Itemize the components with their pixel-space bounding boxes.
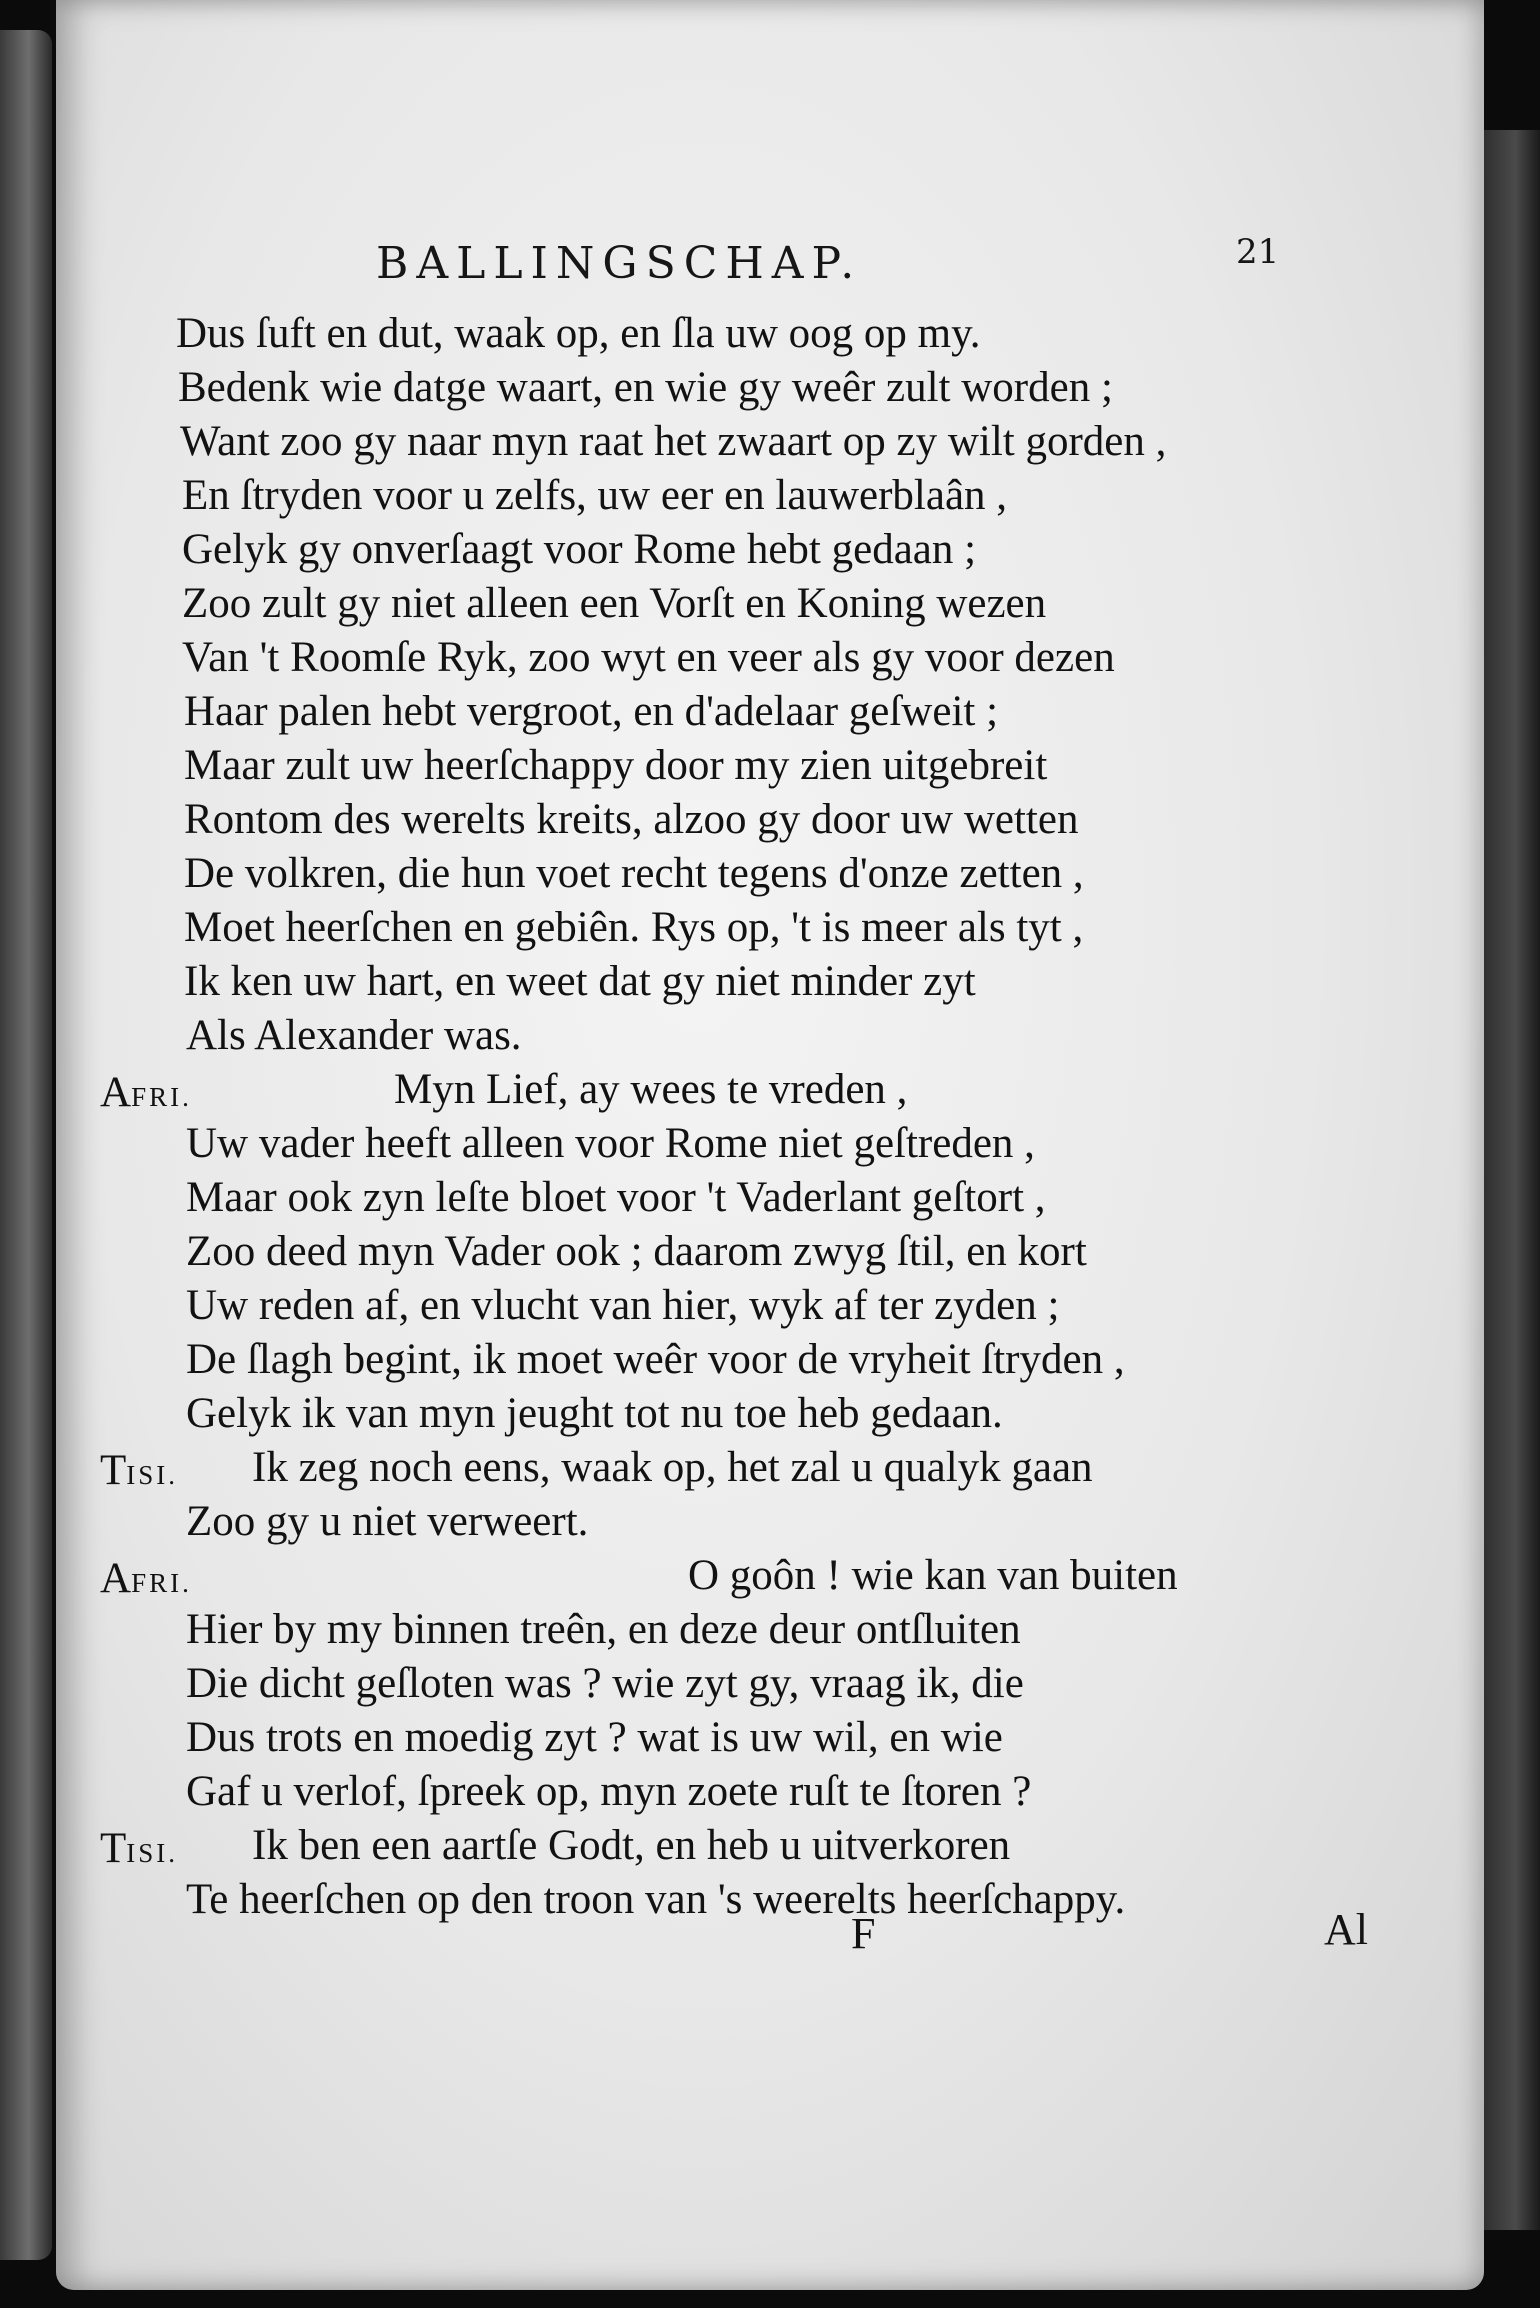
verse-line: De volkren, die hun voet recht tegens d'onze zetten , (184, 850, 1084, 897)
verse-line: Gaf u verlof, ſpreek op, myn zoete ruſt te ſtoren ? (186, 1768, 1032, 1815)
verse-line: Maar zult uw heerſchappy door my zien uitgebreit (184, 742, 1048, 789)
speaker-label-afri (100, 1068, 192, 1117)
verse-line: De ſlagh begint, ik moet weêr voor de vryheit ſtryden , (186, 1336, 1125, 1383)
verse-line: Gelyk ik van myn jeught tot nu toe heb gedaan. (186, 1390, 1003, 1437)
speaker-initial: A (100, 1069, 132, 1116)
page-number: 21 (1236, 232, 1280, 272)
book-cover-edge (1478, 130, 1540, 2230)
speaker-rest: FRI. (131, 1568, 192, 1598)
verse-line: Zoo zult gy niet alleen een Vorſt en Koning wezen (182, 580, 1047, 627)
verse-line: Zoo gy u niet verweert. (186, 1498, 589, 1545)
speaker-label-tisi (100, 1824, 178, 1873)
verse-line: Moet heerſchen en gebiên. Rys op, 't is meer als tyt , (184, 904, 1084, 951)
verse-line: Gelyk gy onverſaagt voor Rome hebt gedaan ; (182, 526, 977, 573)
verse-line: En ſtryden voor u zelfs, uw eer en lauwerblaân , (182, 472, 1008, 519)
speaker-initial: T (100, 1825, 127, 1872)
verse-line: Want zoo gy naar myn raat het zwaart op zy wilt gorden , (180, 418, 1167, 465)
verse-line: Hier by my binnen treên, en deze deur ontſluiten (186, 1606, 1021, 1653)
verse-line: Bedenk wie datge waart, en wie gy weêr zult worden ; (178, 364, 1113, 411)
verse-line: O goôn ! wie kan van buiten (688, 1552, 1178, 1599)
verse-line: Die dicht geſloten was ? wie zyt gy, vraag ik, die (186, 1660, 1024, 1707)
speaker-initial: T (100, 1447, 127, 1494)
verse-line: Maar ook zyn leſte bloet voor 't Vaderlant geſtort , (186, 1174, 1046, 1221)
verse-line: Haar palen hebt vergroot, en d'adelaar geſweit ; (184, 688, 999, 735)
verse-text (56, 300, 1484, 1940)
speaker-rest: ISI. (126, 1460, 179, 1490)
verse-line: Ik zeg noch eens, waak op, het zal u qualyk gaan (252, 1444, 1093, 1491)
previous-page-edge (0, 30, 52, 2260)
speaker-rest: ISI. (126, 1838, 179, 1868)
signature-mark: F (851, 1909, 876, 1958)
verse-line: Uw reden af, en vlucht van hier, wyk af ter zyden ; (186, 1282, 1060, 1329)
verse-line: Zoo deed myn Vader ook ; daarom zwyg ſtil, en kort (186, 1228, 1087, 1275)
speaker-label-tisi (100, 1446, 178, 1495)
verse-line: Ik ken uw hart, en weet dat gy niet minder zyt (184, 958, 976, 1005)
book-page (56, 0, 1484, 2290)
verse-line: Myn Lief, ay wees te vreden , (394, 1066, 908, 1113)
speaker-rest: FRI. (131, 1082, 192, 1112)
verse-line: Dus ſuft en dut, waak op, en ſla uw oog op my. (176, 310, 981, 357)
speaker-label-afri (100, 1554, 192, 1603)
verse-line: Dus trots en moedig zyt ? wat is uw wil, en wie (186, 1714, 1003, 1761)
speaker-initial: A (100, 1555, 132, 1602)
verse-line: Van 't Roomſe Ryk, zoo wyt en veer als gy voor dezen (182, 634, 1115, 681)
verse-line: Ik ben een aartſe Godt, en heb u uitverkoren (252, 1822, 1011, 1869)
verse-line: Te heerſchen op den troon van 's weerelts heerſchappy. (186, 1876, 1126, 1923)
verse-line: Uw vader heeft alleen voor Rome niet geſtreden , (186, 1120, 1035, 1167)
running-title: BALLINGSCHAP. (376, 238, 863, 289)
catchword: Al (1324, 1905, 1368, 1954)
verse-line: Rontom des werelts kreits, alzoo gy door uw wetten (184, 796, 1079, 843)
verse-line: Als Alexander was. (186, 1012, 522, 1059)
